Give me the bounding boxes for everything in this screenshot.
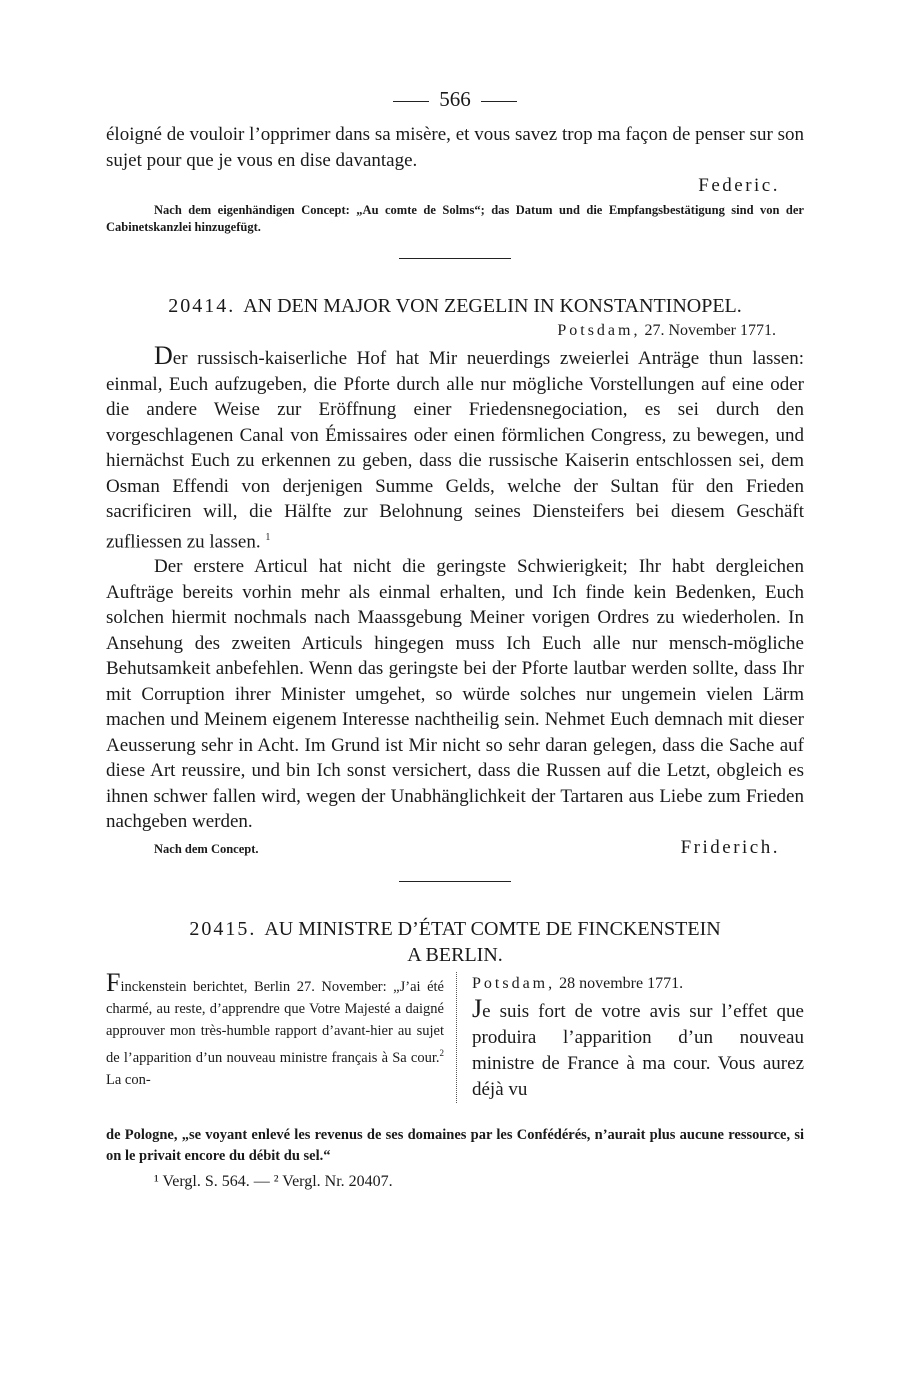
page-header [106,82,804,116]
letter2-paragraph-2: Der erstere Articul hat nicht die geringste Schwierigkeit; Ihr habt dergleichen Aufträge bereits vorhin mehr als einmal erhalten, und Ich finde kein Bedenken, Euch solchen hiermit nochmals nach Maassgebung Meiner vorigen Ordres zu wiederholen. In Ansehung des zweiten Articuls hingegen muss Ich Euch alle nur mensch-mögliche Behutsamkeit anbefehlen. Wenn das geringste bei der Pforte lautbar werden sollte, dass Ihr mit Corruption ihrer Minister umgehet, so würde solches nur ungemein vielen Lärm machen und Meinem eigenem Interesse nachtheilig sein. Nehmet Euch demnach mit dieser Aeusserung sehr in Acht. Im Grund ist Mir nicht so sehr daran gelegen, dass die Sache auf diese Art reussire, und bin Ich sonst versichert, dass die Russen auf die Letzt, obgleich es ihnen schwer fallen wird, wegen der Unabhänglichkeit der Tartaren aus Liebe zum Frieden nachgeben werden. [106,556,804,833]
letter3-dateline [472,972,804,996]
letter1-source-note: Nach dem eigenhändigen Concept: „Au comte de Solms“; das Datum und die Empfangsbestätigung sind von der Cabinetskanzlei hinzugefügt. [106,203,804,234]
right-text: e suis fort de votre avis sur l’effet que produira l’apparition d’un nouveau ministre de France à ma cour. Vous aurez déjà vu [472,1000,804,1100]
letter2-dateline [106,319,804,343]
header-dash-left [393,101,429,102]
letter2-title: AN DEN MAJOR VON ZEGELIN IN KONSTANTINOPEL. [243,295,742,317]
letter3-place: Potsdam, [472,974,556,992]
letter2-signature: Friderich. [680,836,780,858]
document-page [106,82,804,1193]
report-summary-column [106,967,457,1103]
footnote-mark-1: 1 [265,531,271,543]
letter3-title-line1: AU MINISTRE D’ÉTAT COMTE DE FINCKENSTEIN [264,917,721,940]
left-text: inckenstein berichtet, Berlin 27. November: „J’ai été charmé, au reste, d’apprendre que Votre Majesté a daigné approuver mon très-humble rapport d’avant-hier au sujet de l’apparition d’un nouveau ministre français à Sa cour. [106,978,444,1066]
left-tail: La con- [106,1071,151,1088]
report-continuation: de Pologne, „se voyant enlevé les revenus de ses domaines par les Confédérés, n’aurait plus aucune ressource, si on le privait encore du débit du sel.“ [106,1126,804,1164]
letter3-number: 20415. [189,917,257,940]
letter3-columns [106,967,804,1103]
letter1-signature: Federic. [698,175,780,196]
letter2-place: Potsdam, [557,322,641,339]
footnotes: ¹ Vergl. S. 564. — ² Vergl. Nr. 20407. [154,1172,393,1190]
letter1-text: éloigné de vouloir l’opprimer dans sa misère, et vous savez trop ma façon de penser sur son sujet pour que je vous en dise davantage. [106,124,804,171]
section-divider-2 [399,881,511,882]
letter2-dropcap: D [154,341,173,370]
reply-column [472,972,804,1103]
letter3-title-line2: A BERLIN. [407,943,503,966]
left-dropcap: F [106,967,121,997]
letter2-paragraph-1 [106,343,804,554]
footnote-mark-2: 2 [439,1047,444,1058]
letter2-closing [106,835,804,861]
right-dropcap: J [472,993,483,1023]
section-divider [399,258,511,259]
letter2-heading [106,293,804,319]
header-dash-right [481,101,517,102]
letter2-source-note: Nach dem Concept. [154,841,259,856]
letter3-heading [106,916,804,942]
letter2-date: 27. November 1771. [644,322,776,339]
letter2-number: 20414. [168,295,236,317]
letter3-date: 28 novembre 1771. [559,974,684,992]
letter2-para1-text: er russisch-kaiserliche Hof hat Mir neuerdings zweierlei Anträge thun lassen: einmal, Euch aufzugeben, die Pforte durch alle nur mögliche Vorstellungen auf eine oder die andere Weise zur Eröffnung einer Friedensnegociation, es sei durch den vorgeschlagenen Canal von Émissaires oder einen förmlichen Congress, zu bewegen, und hiernächst Euch zu erkennen zu geben, dass die russische Kaiserin entschlossen sei, dem Osman Effendi von derjenigen Summe Gelds, welche der Sultan für den Frieden sacrificiren will, die Hälfte zur Belohnung seines Diensteifers bei diesem Geschäft zufliessen zu lassen. [106,348,804,552]
page-number: 566 [439,87,471,111]
